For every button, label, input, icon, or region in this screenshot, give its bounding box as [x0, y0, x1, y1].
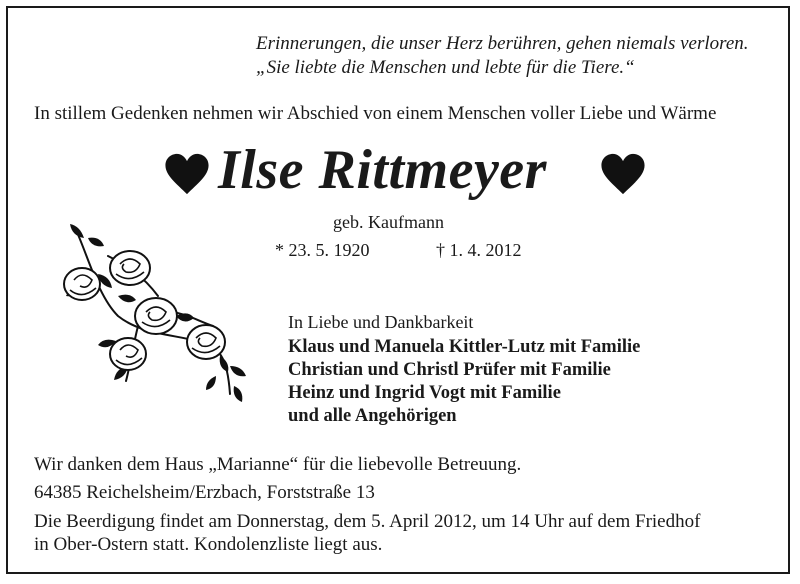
quote-line-2: „Sie liebte die Menschen und lebte für die Tiere.“ [256, 57, 635, 78]
funeral-line-1: Die Beerdigung findet am Donnerstag, dem 5. April 2012, um 14 Uhr auf dem Friedhof [34, 511, 701, 532]
roses-illustration [48, 216, 248, 406]
mourner-line: Klaus und Manuela Kittler-Lutz mit Familie [288, 337, 641, 357]
quote-line-1: Erinnerungen, die unser Herz berühren, gehen niemals verloren. [256, 33, 749, 54]
heart-icon [164, 152, 210, 196]
mourners-intro: In Liebe und Dankbarkeit [288, 312, 474, 332]
mourner-line: und alle Angehörigen [288, 406, 457, 426]
heart-icon [600, 152, 646, 196]
funeral-line-2: in Ober-Ostern statt. Kondolenzliste liegt aus. [34, 534, 383, 555]
deceased-name: Ilse Rittmeyer [218, 139, 547, 201]
intro-text: In stillem Gedenken nehmen wir Abschied von einem Menschen voller Liebe und Wärme [34, 103, 717, 124]
address-text: 64385 Reichelsheim/Erzbach, Forststraße 13 [34, 482, 375, 503]
thanks-text: Wir danken dem Haus „Marianne“ für die liebevolle Betreuung. [34, 454, 522, 475]
birth-date: * 23. 5. 1920 [275, 240, 370, 260]
obituary-card [6, 6, 790, 574]
death-date: † 1. 4. 2012 [436, 240, 522, 260]
mourner-line: Heinz und Ingrid Vogt mit Familie [288, 383, 561, 403]
maiden-name: geb. Kaufmann [333, 212, 444, 232]
mourner-line: Christian und Christl Prüfer mit Familie [288, 360, 611, 380]
